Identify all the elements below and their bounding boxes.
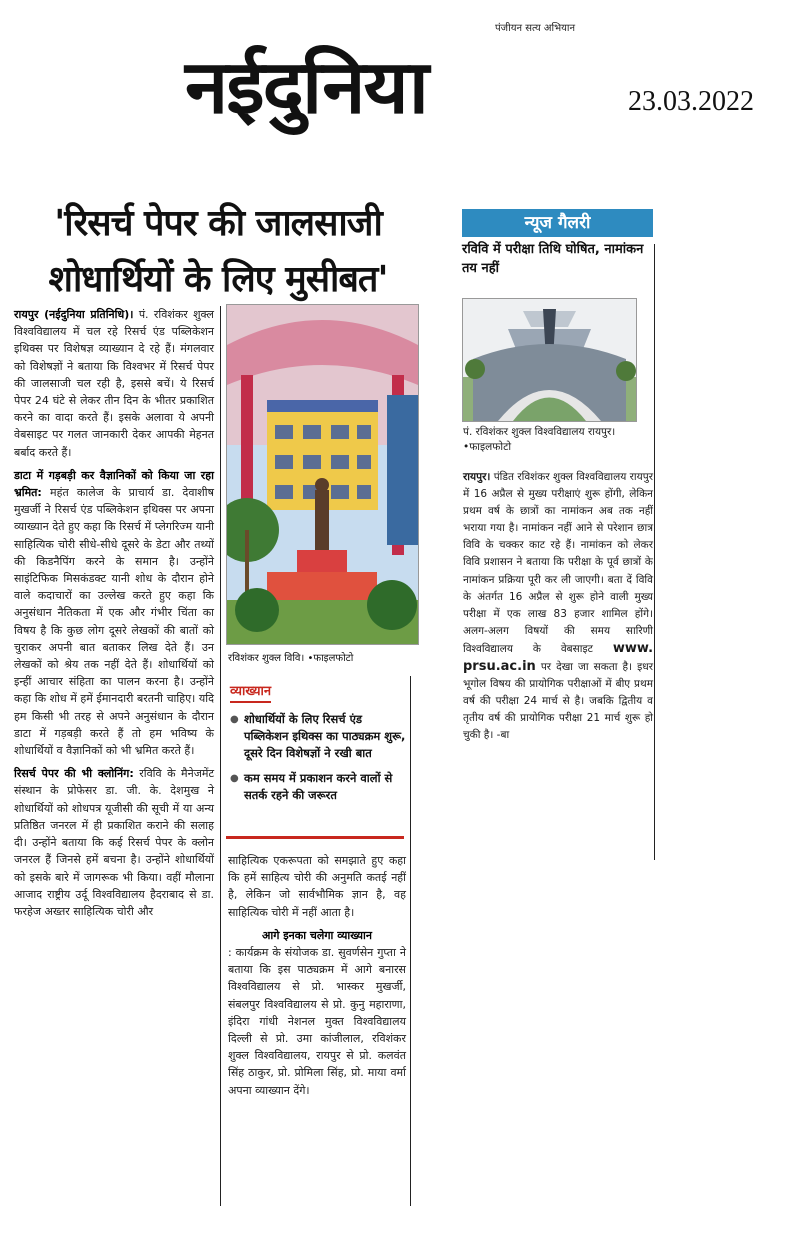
university-arch-illustration — [463, 299, 636, 421]
section-2 — [14, 765, 214, 920]
gallery-body — [463, 469, 653, 745]
article-headline: 'रिसर्च पेपर की जालसाजी शोधार्थियों के लिए मुसीबत' — [48, 203, 388, 300]
gallery-website: www. prsu.ac.in — [463, 640, 654, 675]
column-divider — [220, 306, 221, 1206]
article-left-column — [14, 306, 214, 920]
photo-caption: रविशंकर शुक्ल विवि। •फाइलफोटो — [228, 653, 354, 664]
university-gate-illustration — [227, 305, 418, 644]
highlight-item: ● शोधार्थियों के लिए रिसर्च एंड पब्लिकेशन इथिक्स का पाठ्यक्रम शुरू, दूसरे दिन विशेषज्ञों ने रखी बात — [230, 711, 406, 762]
article-subhead-2: रिसर्च पेपर की भी क्लोनिंग: — [14, 767, 134, 781]
edition-date: 23.03.2022 — [628, 86, 754, 117]
section-3 — [228, 927, 406, 1099]
gallery-body-text: पंडित रविशंकर शुक्ल विश्वविद्यालय रायपुर में 16 अप्रैल से मुख्य परीक्षाएं शुरू होंगी, लेकिन प्रथम वर्ष के छात्रों का नामांकन अब तक नहीं भराया गया है। नामांकन नहीं आने से परेशान छात्र विवि के चक्कर काट रहे हैं। नामांकन को लेकर विवि प्रशासन ने बताया कि परीक्षा के पूर्व छात्रों के नामांकन प्रक्रिया पूरी कर ली जाएगी। बता दें विवि के अंतर्गत 16 अप्रैल से शुरू होने वाली मुख्य परीक्षा में एक लाख 83 हजार शामिल होंगे। अलग-अलग विषयों की समय सारिणी विश्वविद्यालय के वेबसाइट — [463, 471, 653, 655]
gallery-border — [654, 244, 655, 860]
highlights-label: व्याख्यान — [230, 681, 271, 703]
article-border — [410, 676, 411, 1206]
article-subhead-1: डाटा में गड़बड़ी कर वैज्ञानिकों को किया जा रहा भ्रमित: — [14, 468, 214, 500]
article-dateline: रायपुर (नईदुनिया प्रतिनिधि)। — [14, 308, 134, 321]
university-photo — [226, 304, 419, 645]
news-gallery-title: रविवि में परीक्षा तिथि घोषित, नामांकन तय नहीं — [462, 242, 644, 276]
article-middle-column — [228, 852, 406, 1099]
gallery-photo — [462, 298, 637, 422]
gallery-dateline: रायपुर। — [463, 471, 491, 483]
article-para-4: : कार्यक्रम के संयोजक डा. सुवर्णसेन गुप्ता ने बताया कि इस पाठ्यक्रम में आगे बनारस विश्वविद्यालय से प्रो. भास्कर मुखर्जी, संबलपुर विश्वविद्यालय से प्रो. कुनु महाराणा, इंदिरा गांधी नेशनल मुक्त विश्वविद्यालय दिल्ली से प्रो. उमा कांजीलाल, रविशंकर शुक्ल विश्वविद्यालय, रायपुर से प्रो. कलवंत सिंह ठाकुर, प्रो. प्रोमिला सिंह, प्रो. माया वर्मा अपना व्याख्यान देंगे। — [228, 946, 406, 1097]
section-1 — [14, 467, 214, 759]
gallery-body-text-2: पर देखा जा सकता है। इधर भूगोल विषय की प्रायोगिक परीक्षाओं में बीए प्रथम वर्ष की परीक्षा 24 मार्च से है। जबकि द्वितीय व तृतीय वर्ष की प्रायोगिक परीक्षा 21 मार्च शुरू हो चुकी है। -बा — [463, 661, 654, 742]
article-para-2: रविवि के मैनेजमेंट संस्थान के प्रोफेसर डा. जी. के. देशमुख ने शोधार्थियों को शोधपत्र यूजीसी की सूची में या अन्य प्रतिष्ठित जनरल में ही प्रकाशित कराने की सलाह दी। उन्होंने बताया कि कई रिसर्च पेपर के क्लोन जनरल हैं जिनसे हमें बचना है। उन्होंने शोधार्थियों को इसके बारे में जागरूक भी किया। वहीं मौलाना आजाद राष्ट्रीय उर्दू विश्वविद्यालय हैदराबाद से डा. फरहेज अख्तर साहित्यिक चोरी और — [14, 767, 215, 918]
highlights-rule — [226, 836, 404, 839]
news-gallery-header: न्यूज गैलरी — [462, 209, 653, 237]
article-para-3: साहित्यिक एकरूपता को समझाते हुए कहा कि हमें साहित्य चोरी की अनुमति कतई नहीं है, लेकिन जो सार्वभौमिक ज्ञान है, वह साहित्यिक चोरी में नहीं आता है। — [228, 854, 406, 919]
article-para-1: महंत कालेज के प्राचार्य डा. देवाशीष मुखर्जी ने रिसर्च एंड पब्लिकेशन इथिक्स पर अपना व्याख्यान देते हुए कहा कि रिसर्च में प्लेगरिज्म यानी साहित्यिक चोरी सीधे-सीधे दूसरे के डेटा और तथ्यों की किडनैपिंग करने के समान है। उन्होंने साइंटिफिक मिसकंडक्ट यानी शोध के दौरान होने वाले कदाचारों का उल्लेख करते हुए कहा कि अनुसंधान नैतिकता में एक और गंभीर चिंता का विषय है कि कुछ लोग दूसरे लेखकों की बातों को चुराकर अपनी बात बताकर लिख देते हैं। उन लेखकों को श्रेय तक नहीं देते हैं। शोधार्थियों को इन्हीं आचार संहिता का पालन करना है। उन्होंने कहा कि शोध में हमें ईमानदारी बरतनी चाहिए। यदि हम किसी भी तरह से अपने अनुसंधान के दौरान डाटा में गड़बड़ी करते हैं तो हम भविष्य के शोधार्थियों व वैज्ञानिकों को भी भ्रमित करते हैं। — [14, 486, 214, 758]
newspaper-masthead: नईदुनिया — [185, 45, 427, 131]
article-subhead-3: आगे इनका चलेगा व्याख्यान — [262, 928, 372, 942]
highlights-box — [230, 680, 406, 804]
gallery-photo-caption: पं. रविशंकर शुक्ल विश्वविद्यालय रायपुर। •फाइलफोटो — [463, 426, 616, 453]
highlight-item: ● कम समय में प्रकाशन करने वालों से सतर्क रहने की जरूरत — [230, 770, 406, 804]
masthead-tagline: पंजीयन सत्य अभियान — [495, 23, 576, 34]
article-lead: पं. रविशंकर शुक्ल विश्वविद्यालय में चल रहे रिसर्च एंड पब्लिकेशन इथिक्स पर विशेषज्ञ व्याख्यान दे रहे हैं। मंगलवार को विशेषज्ञों ने बताया कि विश्वभर में रिसर्च पेपर की जालसाजी चल रही है, इससे बचें। ये रिसर्च पेपर 24 घंटे से लेकर तीन दिन के भीतर प्रकाशित करने का वादा करते हैं। इसके अलावा ये अपनी वेबसाइट पर गलत जानकारी देकर आपकी मेहनत बर्बाद करते हैं। — [14, 308, 215, 459]
